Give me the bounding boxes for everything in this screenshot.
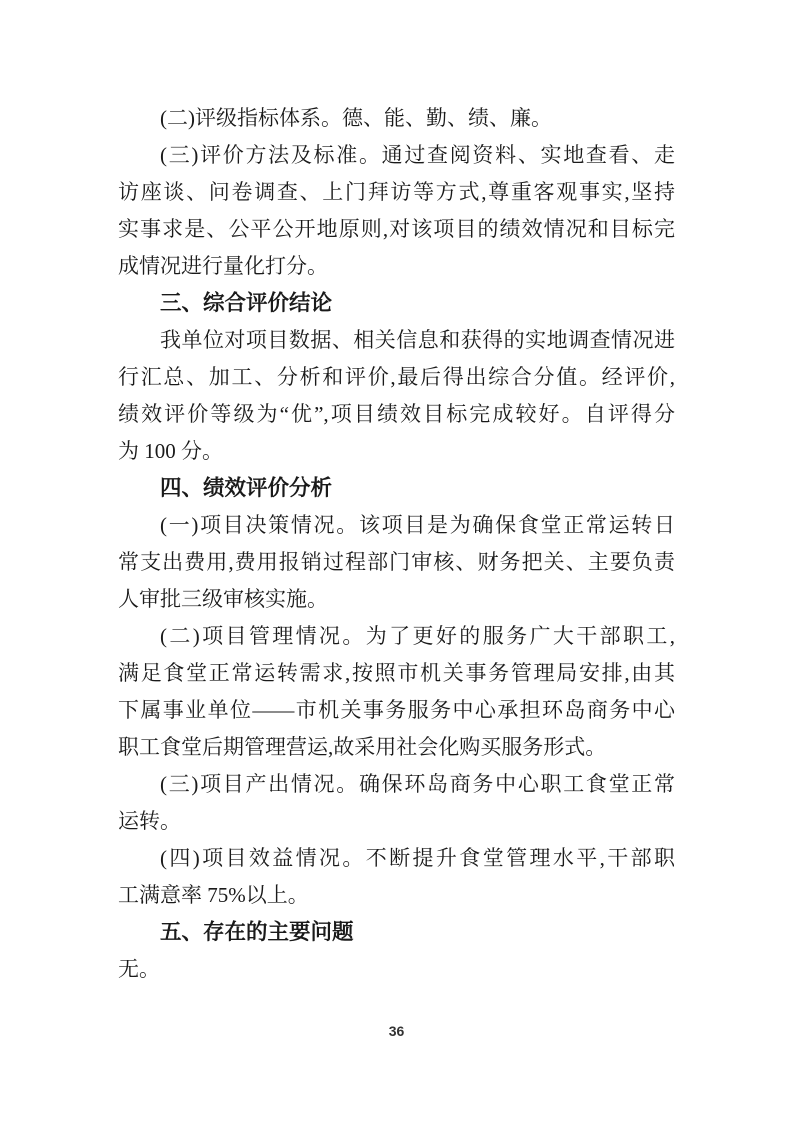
text-line: 成情况进行量化打分。: [118, 254, 328, 278]
text-line: (三)项目产出情况。确保环岛商务中心职工食堂正常: [160, 772, 675, 796]
document-body: [118, 100, 675, 988]
text-line: (一)项目决策情况。该项目是为确保食堂正常运转日: [160, 513, 675, 537]
text-line: 三、综合评价结论: [160, 291, 333, 315]
text-line: (四)项目效益情况。不断提升食堂管理水平,干部职: [160, 846, 675, 870]
text-line: (二)项目管理情况。为了更好的服务广大干部职工,: [160, 624, 675, 648]
text-line: 无。: [118, 957, 160, 981]
text-line: 满足食堂正常运转需求,按照市机关事务管理局安排,由其: [118, 661, 675, 685]
text-line: 绩效评价等级为“优”,项目绩效目标完成较好。自评得分: [118, 402, 675, 426]
text-line: 运转。: [118, 809, 181, 833]
text-line: (二)评级指标体系。德、能、勤、绩、廉。: [160, 106, 552, 130]
text-line: 常支出费用,费用报销过程部门审核、财务把关、主要负责: [118, 550, 675, 574]
text-line: 我单位对项目数据、相关信息和获得的实地调查情况进: [160, 328, 675, 352]
text-line: 实事求是、公平公开地原则,对该项目的绩效情况和目标完: [118, 217, 675, 241]
text-line: 四、绩效评价分析: [160, 476, 333, 500]
text-line: (三)评价方法及标准。通过查阅资料、实地查看、走: [160, 143, 675, 167]
text-line: 下属事业单位——市机关事务服务中心承担环岛商务中心: [118, 698, 675, 722]
text-line: 访座谈、问卷调查、上门拜访等方式,尊重客观事实,坚持: [118, 180, 675, 204]
text-line: 人审批三级审核实施。: [118, 587, 328, 611]
text-line: 五、存在的主要问题: [160, 920, 354, 944]
text-line: 工满意率 75%以上。: [118, 883, 309, 907]
page-number: 36: [388, 1023, 405, 1039]
text-line: 行汇总、加工、分析和评价,最后得出综合分值。经评价,: [118, 365, 675, 389]
text-line: 职工食堂后期管理营运,故采用社会化购买服务形式。: [118, 735, 607, 759]
text-line: 为 100 分。: [118, 439, 223, 463]
